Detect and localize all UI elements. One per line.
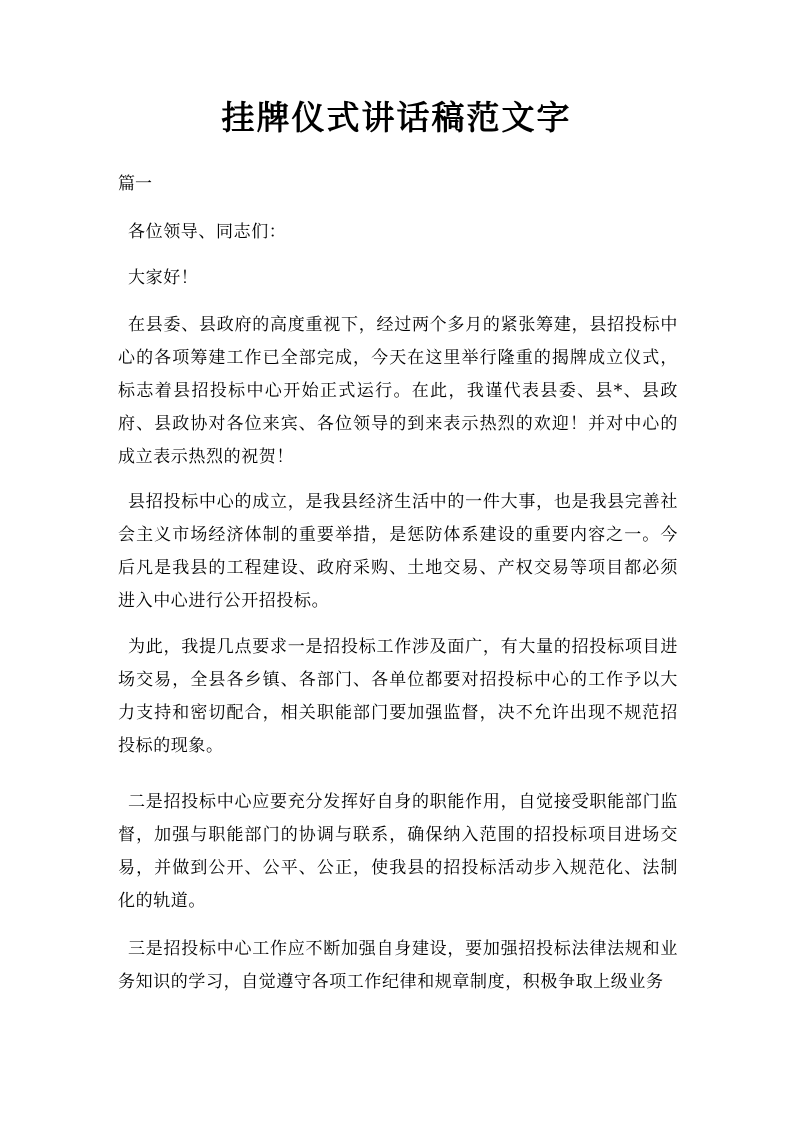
body-paragraph-2: 县招投标中心的成立，是我县经济生活中的一件大事，也是我县完善社会主义市场经济体制的重要举措，是惩防体系建设的重要内容之一。今后凡是我县的工程建设、政府采购、土地交易、产权交易等项目都必须进入中心进行公开招投标。 xyxy=(118,492,678,611)
greeting-paragraph: 大家好！ xyxy=(128,268,199,288)
salutation-paragraph: 各位领导、同志们： xyxy=(128,222,287,242)
body-paragraph-1: 在县委、县政府的高度重视下，经过两个多月的紧张筹建，县招投标中心的各项筹建工作已全部完成，今天在这里举行隆重的揭牌成立仪式，标志着县招投标中心开始正式运行。在此，我谨代表县委、县*、县政府、县政协对各位来宾、各位领导的到来表示热烈的欢迎！并对中心的成立表示热烈的祝贺！ xyxy=(118,315,678,467)
body-paragraph-3: 为此，我提几点要求一是招投标工作涉及面广，有大量的招投标项目进场交易，全县各乡镇、各部门、各单位都要对招投标中心的工作予以大力支持和密切配合，相关职能部门要加强监督，决不允许出现不规范招投标的现象。 xyxy=(118,637,678,756)
section-label: 篇一 xyxy=(118,174,152,194)
document-title: 挂牌仪式讲话稿范文字 xyxy=(221,98,572,137)
body-paragraph-5: 三是招投标中心工作应不断加强自身建设，要加强招投标法律法规和业务知识的学习，自觉遵守各项工作纪律和规章制度，积极争取上级业务 xyxy=(118,939,678,992)
body-paragraph-4: 二是招投标中心应要充分发挥好自身的职能作用，自觉接受职能部门监督，加强与职能部门的协调与联系，确保纳入范围的招投标项目进场交易，并做到公开、公平、公正，使我县的招投标活动步入规范化、法制化的轨道。 xyxy=(118,792,678,911)
